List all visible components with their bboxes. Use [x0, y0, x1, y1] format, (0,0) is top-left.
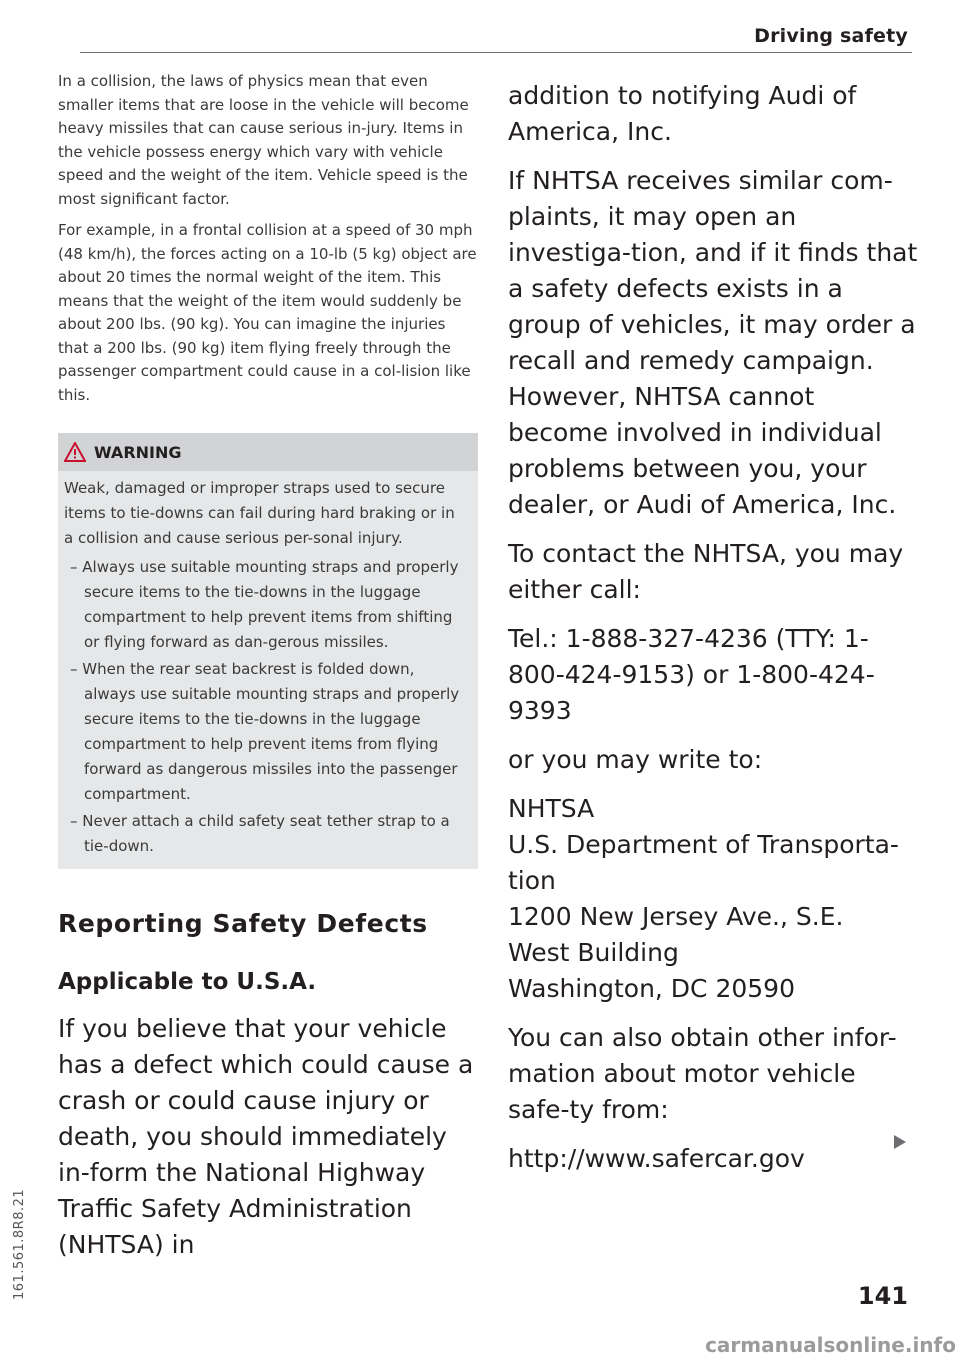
warning-body [58, 471, 478, 869]
watermark: carmanualsonline.info [705, 1333, 956, 1357]
document-code: 161.561.8R8.21 [12, 1188, 27, 1300]
warning-intro: Weak, damaged or improper straps used to secure items to tie-downs can fail during hard braking or in a collision and cause serious per-sonal injury. [64, 479, 455, 547]
warning-label: WARNING [94, 442, 182, 462]
warning-triangle-icon [64, 442, 86, 462]
warning-box [58, 433, 478, 869]
contact-paragraph: To contact the NHTSA, you may either call: [508, 539, 904, 604]
address-line: 1200 New Jersey Ave., S.E. [508, 902, 844, 931]
address-line: U.S. Department of Transporta-tion [508, 830, 899, 895]
left-column [58, 70, 478, 1263]
more-info-paragraph: You can also obtain other infor-mation about motor vehicle safe-ty from: [508, 1023, 897, 1124]
section-header: Driving safety [754, 25, 908, 47]
website-link[interactable]: http://www.safercar.gov [508, 1144, 805, 1173]
write-paragraph: or you may write to: [508, 745, 763, 774]
warning-list-item: – When the rear seat backrest is folded down, always use suitable mounting straps and properly secure items to the tie-downs in the luggage compartment to help prevent items from flying forward as dangerous missiles into the passenger compartment. [70, 660, 460, 803]
warning-header [58, 433, 478, 471]
warning-list-item: – Never attach a child safety seat tether strap to a tie-down. [70, 812, 450, 855]
right-column [508, 70, 918, 1190]
frontal-collision-paragraph: For example, in a frontal collision at a speed of 30 mph (48 km/h), the forces acting on a 10-lb (5 kg) object are about 20 times the normal weight of the item. This means that the weight of the item would suddenly be about 200 lbs. (90 kg). You can imagine the injuries that a 200 lbs. (90 kg) item flying freely through the passenger compartment could cause in a col-lision like this. [58, 221, 477, 404]
page-number: 141 [857, 1282, 908, 1310]
subsection-heading: Applicable to U.S.A. [58, 969, 317, 995]
defect-paragraph: If you believe that your vehicle has a defect which could cause a crash or could cause injury or death, you should immediately in-form the National Highway Traffic Safety Administration (NHTSA) in [58, 1014, 474, 1259]
investigation-paragraph: If NHTSA receives similar com-plaints, it may open an investiga-tion, and if it finds that a safety defects exists in a group of vehicles, it may order a recall and remedy campaign. However, NHTSA cannot become involved in individual problems between you, your dealer, or Audi of America, Inc. [508, 166, 918, 519]
collision-paragraph: In a collision, the laws of physics mean that even smaller items that are loose in the vehicle will become heavy missiles that can cause serious in-jury. Items in the vehicle possess energy which vary with vehicle speed and the weight of the item. Vehicle speed is the most significant factor. [58, 72, 469, 208]
address-line: West Building [508, 938, 679, 967]
header-divider [80, 52, 912, 53]
continue-arrow-icon [893, 1134, 907, 1150]
notify-paragraph: addition to notifying Audi of America, Inc. [508, 81, 857, 146]
section-heading: Reporting Safety Defects [58, 909, 428, 938]
warning-list-item: – Always use suitable mounting straps and properly secure items to the tie-downs in the luggage compartment to help prevent items from shifting or flying forward as dan-gerous missiles. [70, 558, 459, 651]
address-line: NHTSA [508, 794, 595, 823]
phone-numbers: Tel.: 1-888-327-4236 (TTY: 1-800-424-9153) or 1-800-424-9393 [508, 624, 875, 725]
address-line: Washington, DC 20590 [508, 974, 795, 1003]
warning-list [64, 555, 464, 859]
